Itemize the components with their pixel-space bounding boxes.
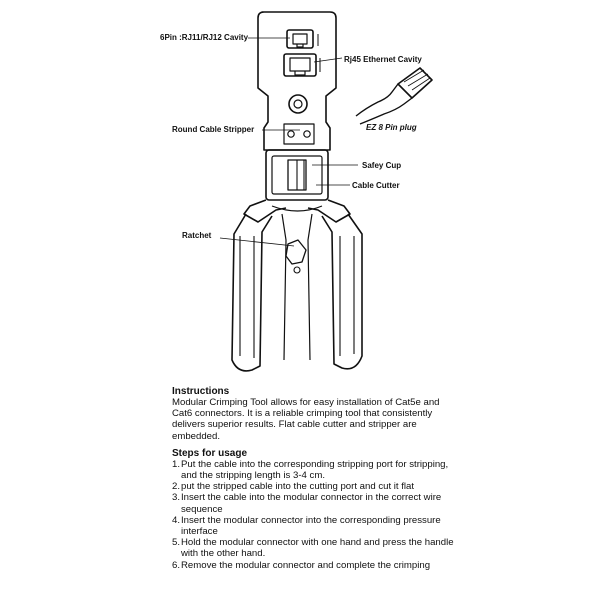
steps-list: [172, 459, 462, 571]
step-item: [172, 481, 462, 492]
step-item: [172, 560, 462, 571]
steps-title: Steps for usage: [172, 447, 248, 459]
instructions-title: Instructions: [172, 386, 230, 397]
label-plug: EZ 8 Pin plug: [366, 123, 417, 132]
right-handle: [322, 214, 362, 369]
step-number: 6.: [172, 559, 181, 571]
label-rj45: Rj45 Ethernet Cavity: [344, 55, 422, 64]
pivot-bolt: [289, 95, 307, 113]
label-safety: Safey Cup: [362, 161, 402, 170]
label-ratchet: Ratchet: [182, 231, 212, 240]
label-cutter: Cable Cutter: [352, 181, 400, 190]
ratchet-mechanism: [286, 240, 306, 264]
step-number: 1.: [172, 458, 181, 470]
instructions-body: Modular Crimping Tool allows for easy installation of Cat5e and Cat6 connectors. It is a reliable crimping tool that consistently delivers superior results. Flat cable cutter and stripper are embedded.: [172, 397, 440, 442]
ez-8-pin-plug: [398, 68, 432, 98]
step-text: put the stripped cable into the cutting port and cut it flat: [181, 481, 415, 493]
step-item: [172, 515, 462, 537]
step-text: Remove the modular connector and complete the crimping: [181, 559, 431, 571]
step-item: [172, 459, 462, 481]
step-text: Hold the modular connector with one hand and press the handle with the other hand.: [181, 537, 454, 560]
label-rj11: 6Pin :RJ11/RJ12 Cavity: [160, 33, 249, 42]
step-text: Insert the cable into the modular connector in the correct wire sequence: [181, 492, 442, 515]
stripper-hole: [288, 131, 294, 137]
left-handle: [232, 214, 272, 371]
rj11-cavity: [287, 30, 313, 48]
step-number: 3.: [172, 492, 181, 504]
label-stripper: Round Cable Stripper: [172, 125, 255, 134]
rj45-cavity: [284, 54, 316, 76]
step-item: [172, 492, 462, 514]
step-item: [172, 537, 462, 559]
step-text: Insert the modular connector into the corresponding pressure interface: [181, 514, 441, 538]
instructions-panel: [172, 386, 462, 571]
step-number: 4.: [172, 514, 181, 526]
step-number: 5.: [172, 537, 181, 549]
step-number: 2.: [172, 481, 181, 493]
step-text: Put the cable into the corresponding stripping port for stripping, and the stripping length is 3-4 cm.: [181, 458, 449, 482]
tool-head: [258, 12, 336, 150]
